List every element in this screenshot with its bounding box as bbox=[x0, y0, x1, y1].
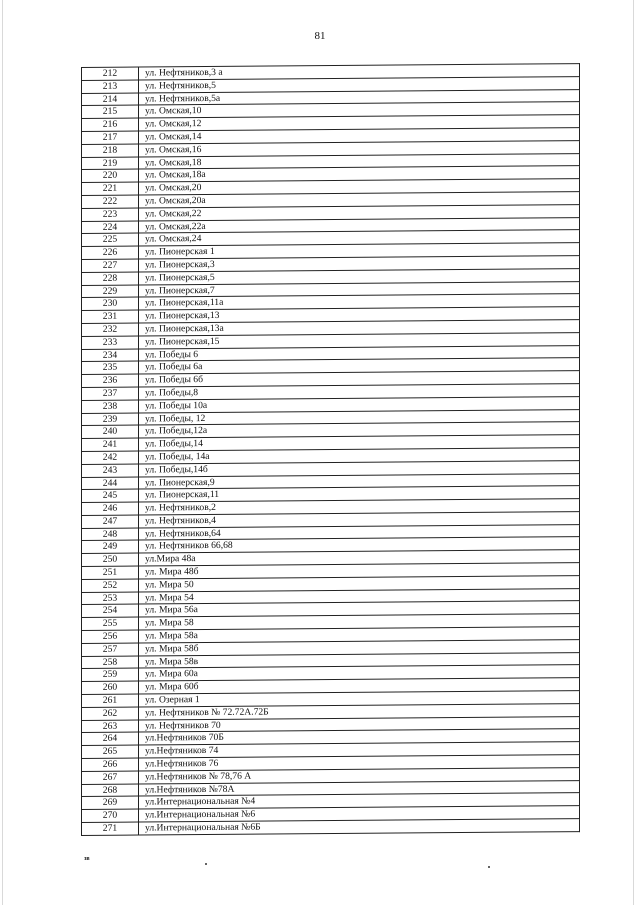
address-cell: ул. Мира 60а bbox=[139, 665, 580, 681]
row-number-cell: 269 bbox=[82, 796, 139, 809]
address-cell: ул. Озерная 1 bbox=[139, 691, 580, 707]
row-number-cell: 215 bbox=[82, 105, 139, 118]
row-number-cell: 271 bbox=[82, 822, 139, 835]
address-cell: ул. Нефтяников,64 bbox=[139, 524, 580, 540]
address-cell: ул. Пионерская,13а bbox=[139, 320, 580, 336]
footer-mark: зв bbox=[84, 856, 90, 862]
address-cell: ул. Победы,14б bbox=[139, 460, 580, 476]
row-number-cell: 258 bbox=[82, 656, 139, 669]
row-number-cell: 214 bbox=[82, 93, 139, 106]
address-cell: ул. Пионерская,5 bbox=[139, 268, 580, 284]
row-number-cell: 233 bbox=[82, 336, 139, 349]
row-number-cell: 236 bbox=[82, 374, 139, 387]
address-cell: ул. Омская,18а bbox=[139, 166, 580, 182]
address-cell: ул. Омская,18 bbox=[139, 153, 580, 169]
row-number-cell: 235 bbox=[82, 361, 139, 374]
row-number-cell: 220 bbox=[82, 169, 139, 182]
address-cell: ул. Омская,22 bbox=[139, 204, 580, 220]
row-number-cell: 241 bbox=[82, 438, 139, 451]
address-cell: ул. Нефтяников,5а bbox=[139, 89, 580, 105]
address-cell: ул. Победы 10а bbox=[139, 396, 580, 412]
address-cell: ул. Мира 60б bbox=[139, 678, 580, 694]
row-number-cell: 226 bbox=[82, 246, 139, 259]
address-cell: ул. Пионерская,11а bbox=[139, 294, 580, 310]
row-number-cell: 262 bbox=[82, 707, 139, 720]
address-cell: ул.Нефтяников 76 bbox=[139, 755, 580, 771]
address-cell: ул. Мира 54 bbox=[139, 588, 580, 604]
address-table-body bbox=[82, 64, 580, 836]
address-cell: ул. Нефтяников,2 bbox=[139, 499, 580, 515]
address-cell: ул. Мира 50 bbox=[139, 575, 580, 591]
address-cell: ул. Нефтяников 70 bbox=[139, 716, 580, 732]
row-number-cell: 240 bbox=[82, 425, 139, 438]
row-number-cell: 212 bbox=[82, 67, 139, 80]
row-number-cell: 237 bbox=[82, 387, 139, 400]
row-number-cell: 242 bbox=[82, 451, 139, 464]
row-number-cell: 270 bbox=[82, 809, 139, 822]
address-cell: ул. Мира 58а bbox=[139, 627, 580, 643]
row-number-cell: 268 bbox=[82, 784, 139, 797]
row-number-cell: 250 bbox=[82, 553, 139, 566]
row-number-cell: 221 bbox=[82, 182, 139, 195]
address-cell: ул. Мира 58 bbox=[139, 614, 580, 630]
row-number-cell: 217 bbox=[82, 131, 139, 144]
address-cell: ул. Мира 56а bbox=[139, 601, 580, 617]
address-cell: ул. Победы, 14а bbox=[139, 447, 580, 463]
address-cell: ул. Омская,22а bbox=[139, 217, 580, 233]
address-cell: ул. Мира 58в bbox=[139, 652, 580, 668]
row-number-cell: 256 bbox=[82, 630, 139, 643]
address-cell: ул. Пионерская 1 bbox=[139, 243, 580, 259]
row-number-cell: 224 bbox=[82, 221, 139, 234]
row-number-cell: 244 bbox=[82, 477, 139, 490]
row-number-cell: 254 bbox=[82, 605, 139, 618]
address-cell: ул. Пионерская,9 bbox=[139, 473, 580, 489]
scan-speck bbox=[488, 866, 490, 868]
row-number-cell: 251 bbox=[82, 566, 139, 579]
address-cell: ул. Победы,8 bbox=[139, 384, 580, 400]
address-cell: ул. Нефтяников,4 bbox=[139, 511, 580, 527]
row-number-cell: 248 bbox=[82, 528, 139, 541]
row-number-cell: 257 bbox=[82, 643, 139, 656]
scan-speck bbox=[205, 863, 207, 865]
row-number-cell: 225 bbox=[82, 233, 139, 246]
address-cell: ул.Нефтяников 74 bbox=[139, 742, 580, 758]
row-number-cell: 238 bbox=[82, 400, 139, 413]
row-number-cell: 218 bbox=[82, 144, 139, 157]
scan-edge-left bbox=[2, 0, 3, 905]
address-cell: ул.Интернациональная №6Б bbox=[139, 819, 580, 835]
address-cell: ул. Нефтяников,5 bbox=[139, 76, 580, 92]
address-cell: ул. Победы 6 bbox=[139, 345, 580, 361]
address-cell: ул. Омская,20 bbox=[139, 179, 580, 195]
address-cell: ул. Мира 58б bbox=[139, 639, 580, 655]
address-cell: ул. Нефтяников,3 а bbox=[139, 64, 580, 80]
address-cell: ул. Пионерская,11 bbox=[139, 486, 580, 502]
row-number-cell: 227 bbox=[82, 259, 139, 272]
address-cell: ул.Нефтяников №78А bbox=[139, 780, 580, 796]
row-number-cell: 222 bbox=[82, 195, 139, 208]
address-cell: ул. Пионерская,15 bbox=[139, 332, 580, 348]
address-table bbox=[81, 63, 580, 836]
scan-edge-right bbox=[633, 0, 634, 905]
row-number-cell: 249 bbox=[82, 541, 139, 554]
row-number-cell: 223 bbox=[82, 208, 139, 221]
address-cell: ул. Нефтяников 66,68 bbox=[139, 537, 580, 553]
address-cell: ул. Омская,14 bbox=[139, 128, 580, 144]
page-number: 81 bbox=[314, 30, 326, 42]
row-number-cell: 260 bbox=[82, 681, 139, 694]
address-cell: ул.Интернациональная №4 bbox=[139, 793, 580, 809]
address-cell: ул. Пионерская,3 bbox=[139, 256, 580, 272]
row-number-cell: 264 bbox=[82, 732, 139, 745]
row-number-cell: 259 bbox=[82, 669, 139, 682]
row-number-cell: 247 bbox=[82, 515, 139, 528]
address-cell: ул. Пионерская,13 bbox=[139, 307, 580, 323]
row-number-cell: 265 bbox=[82, 745, 139, 758]
row-number-cell: 232 bbox=[82, 323, 139, 336]
row-number-cell: 252 bbox=[82, 579, 139, 592]
row-number-cell: 213 bbox=[82, 80, 139, 93]
address-cell: ул.Нефтяников 70Б bbox=[139, 729, 580, 745]
address-cell: ул. Победы 6б bbox=[139, 371, 580, 387]
row-number-cell: 261 bbox=[82, 694, 139, 707]
row-number-cell: 230 bbox=[82, 297, 139, 310]
address-cell: ул. Омская,12 bbox=[139, 115, 580, 131]
address-cell: ул. Победы,12а bbox=[139, 422, 580, 438]
row-number-cell: 253 bbox=[82, 592, 139, 605]
address-cell: ул.Интернациональная №6 bbox=[139, 806, 580, 822]
row-number-cell: 228 bbox=[82, 272, 139, 285]
row-number-cell: 243 bbox=[82, 464, 139, 477]
row-number-cell: 245 bbox=[82, 489, 139, 502]
address-cell: ул. Победы 6а bbox=[139, 358, 580, 374]
address-cell: ул. Победы, 12 bbox=[139, 409, 580, 425]
address-cell: ул. Омская,16 bbox=[139, 140, 580, 156]
row-number-cell: 263 bbox=[82, 720, 139, 733]
address-cell: ул. Омская,24 bbox=[139, 230, 580, 246]
row-number-cell: 219 bbox=[82, 157, 139, 170]
address-cell: ул.Нефтяников № 78,76 А bbox=[139, 767, 580, 783]
row-number-cell: 266 bbox=[82, 758, 139, 771]
address-cell: ул.Мира 48а bbox=[139, 550, 580, 566]
address-cell: ул. Мира 48б bbox=[139, 563, 580, 579]
row-number-cell: 216 bbox=[82, 118, 139, 131]
row-number-cell: 255 bbox=[82, 617, 139, 630]
row-number-cell: 234 bbox=[82, 349, 139, 362]
row-number-cell: 231 bbox=[82, 310, 139, 323]
row-number-cell: 267 bbox=[82, 771, 139, 784]
address-cell: ул. Нефтяников № 72.72А.72Б bbox=[139, 703, 580, 719]
address-cell: ул. Победы,14 bbox=[139, 435, 580, 451]
row-number-cell: 246 bbox=[82, 502, 139, 515]
address-table-container bbox=[81, 67, 580, 836]
row-number-cell: 239 bbox=[82, 413, 139, 426]
address-cell: ул. Омская,10 bbox=[139, 102, 580, 118]
row-number-cell: 229 bbox=[82, 285, 139, 298]
address-cell: ул. Пионерская,7 bbox=[139, 281, 580, 297]
address-cell: ул. Омская,20а bbox=[139, 192, 580, 208]
